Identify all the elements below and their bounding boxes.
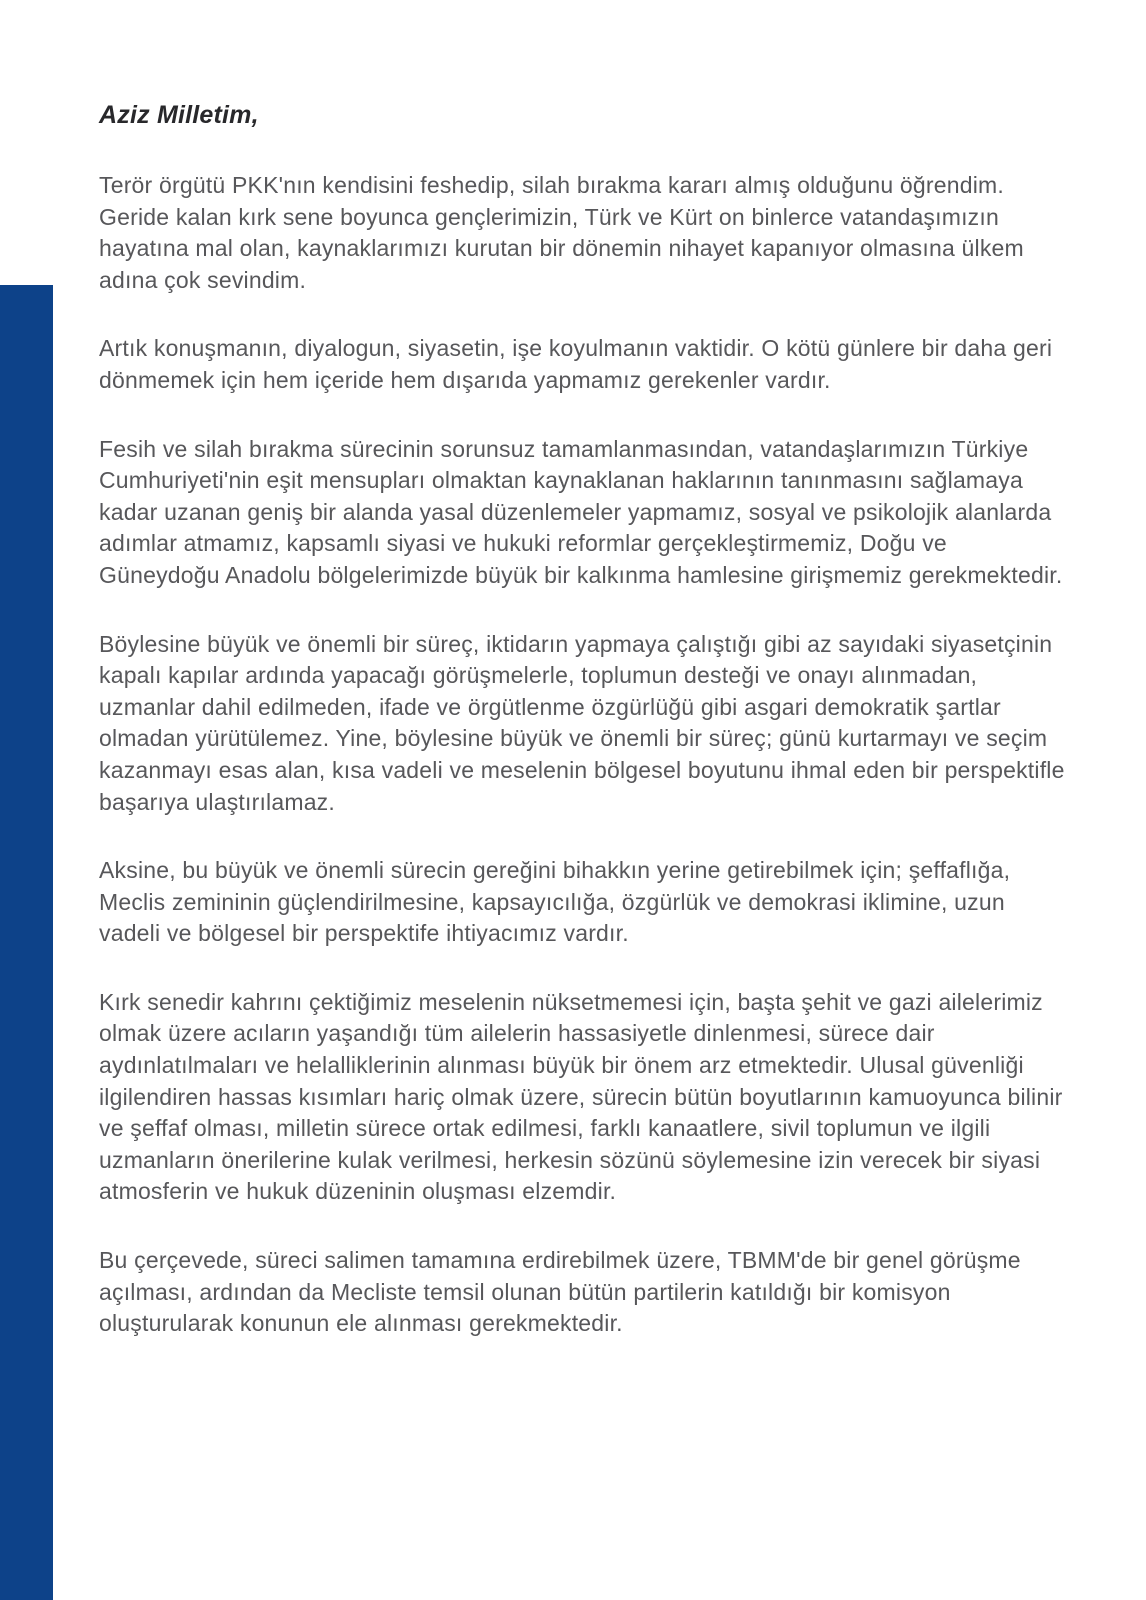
- salutation-title: Aziz Milletim,: [99, 101, 259, 129]
- paragraph-families-transparency: Kırk senedir kahrını çektiğimiz meselenin nüksetmemesi için, başta şehit ve gazi ailelerimiz olmak üzere acıların yaşandığı tüm ailelerin hassasiyetle dinlenmesi, sürece dair aydınlatılmaları ve helalliklerinin alınması büyük bir önem arz etmektedir. Ulusal güvenliği ilgilendiren hassas kısımları hariç olmak üzere, sürecin bütün boyutlarının kamuoyunca bilinir ve şeffaf olması, milletin sürece ortak edilmesi, farklı kanaatlere, sivil toplumun ve ilgili uzmanların önerilerine kulak verilmesi, herkesin sözünü söylemesine izin verecek bir siyasi atmosferin ve hukuk düzeninin oluşması elzemdir.: [99, 988, 1063, 1205]
- paragraph-tbmm-commission: Bu çerçevede, süreci salimen tamamına erdirebilmek üzere, TBMM'de bir genel görüşme açılması, ardından da Mecliste temsil olunan bütün partilerin katıldığı bir komisyon oluşturularak konunun ele alınması gerekmektedir.: [99, 1247, 1021, 1337]
- paragraph-time-for-dialogue: Artık konuşmanın, diyalogun, siyasetin, işe koyulmanın vaktidir. O kötü günlere bir daha geri dönmemek için hem içeride hem dışarıda yapmamız gerekenler vardır.: [99, 335, 1053, 393]
- paragraph-process-conditions: Böylesine büyük ve önemli bir süreç, iktidarın yapmaya çalıştığı gibi az sayıdaki siyasetçinin kapalı kapılar ardında yapacağı görüşmelerle, toplumun desteği ve onayı alınmadan, uzmanlar dahil edilmeden, ifade ve örgütlenme özgürlüğü gibi asgari demokratik şartlar olmadan yürütülemez. Yine, böylesine büyük ve önemli bir süreç; günü kurtarmayı ve seçim kazanmayı esas alan, kısa vadeli ve meselenin bölgesel boyutunu ihmal eden bir perspektifle başarıya ulaştırılamaz.: [99, 630, 1065, 815]
- left-accent-bar: [0, 285, 53, 1600]
- paragraph-legal-reforms: Fesih ve silah bırakma sürecinin sorunsuz tamamlanmasından, vatandaşlarımızın Türkiye Cumhuriyeti'nin eşit mensupları olmaktan kaynaklanan haklarının tanınmasını sağlamaya kadar uzanan geniş bir alanda yasal düzenlemeler yapmamız, sosyal ve psikolojik alanlarda adımlar atmamız, kapsamlı siyasi ve hukuki reformlar gerçekleştirmemiz, Doğu ve Güneydoğu Anadolu bölgelerimizde büyük bir kalkınma hamlesine girişmemiz gerekmektedir.: [99, 435, 1063, 588]
- paragraph-transparency-needs: Aksine, bu büyük ve önemli sürecin gereğini bihakkın yerine getirebilmek için; şeffaflığa, Meclis zemininin güçlendirilmesine, kapsayıcılığa, özgürlük ve demokrasi iklimine, uzun vadeli ve bölgesel bir perspektife ihtiyacımız vardır.: [99, 857, 1011, 947]
- paragraph-pkk-dissolution: Terör örgütü PKK'nın kendisini feshedip, silah bırakma kararı almış olduğunu öğrendim. Geride kalan kırk sene boyunca gençlerimizin, Türk ve Kürt on binlerce vatandaşımızın hayatına mal olan, kaynaklarımızı kurutan bir dönemin nihayet kapanıyor olmasına ülkem adına çok sevindim.: [99, 172, 1024, 293]
- letter-content: [99, 101, 1071, 1377]
